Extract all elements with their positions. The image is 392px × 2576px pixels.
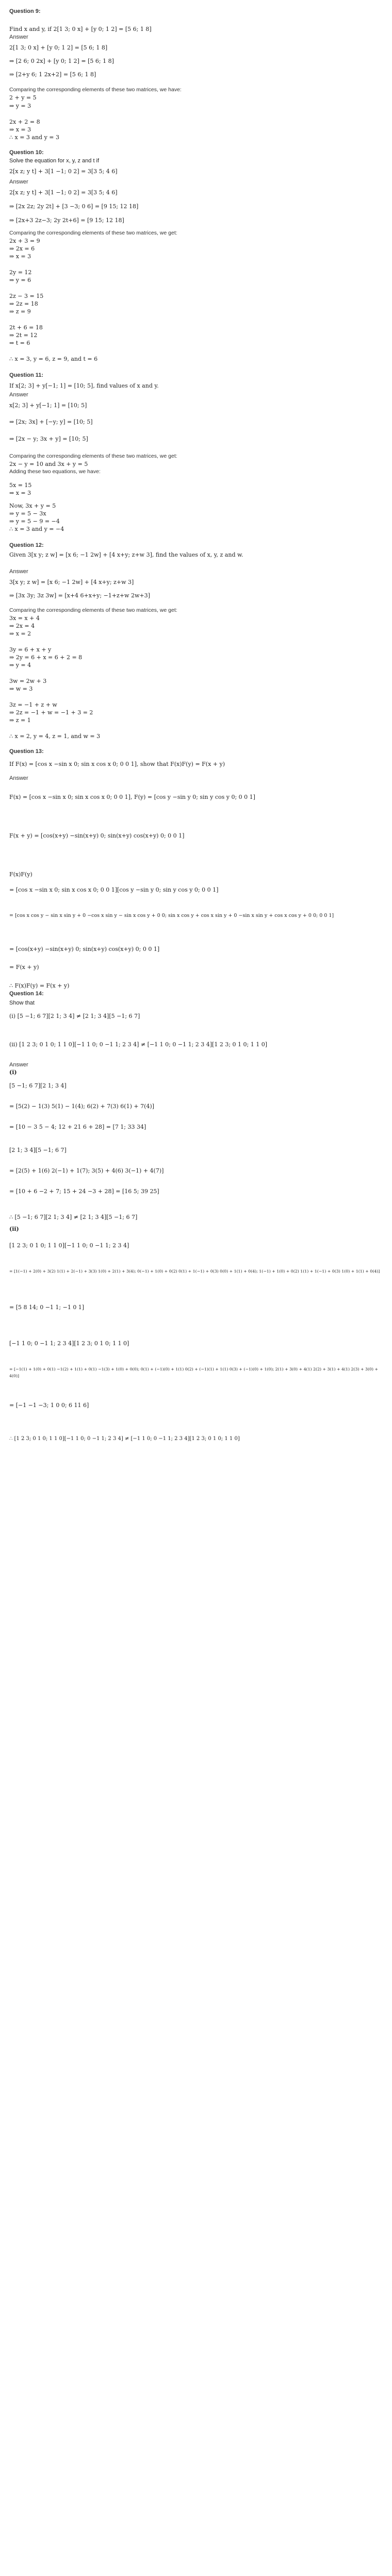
math-step: 2 + y = 5: [9, 94, 37, 101]
math-step: [2 1; 3 4][5 −1; 6 7]: [9, 1147, 67, 1153]
math-step: 3[x y; z w] = [x 6; −1 2w] + [4 x+y; z+w 3]: [9, 579, 134, 586]
math-step: ⇒ [3x 3y; 3z 3w] = [x+4 6+x+y; −1+z+w 2w+3]: [9, 592, 150, 599]
explanation-text: Comparing the corresponding elements of these two matrices, we get:: [9, 230, 177, 236]
answer-label: Answer: [9, 179, 28, 185]
answer-label: Answer: [9, 775, 28, 781]
math-step: 2z − 3 = 15: [9, 293, 44, 299]
question-heading: Question 11:: [9, 372, 44, 378]
explanation-text: Adding these two equations, we have:: [9, 469, 101, 475]
math-step: 5x = 15: [9, 482, 32, 489]
math-step: ⇒ x = 3: [9, 490, 31, 496]
math-step: 2t + 6 = 18: [9, 324, 43, 331]
math-step: 2x + 3 = 9: [9, 238, 40, 244]
math-step: F(x)F(y): [9, 871, 32, 878]
answer-label: Answer: [9, 392, 28, 398]
question-heading: Question 14:: [9, 991, 44, 997]
answer-label: Answer: [9, 34, 28, 40]
math-step: 2x − y = 10 and 3x + y = 5: [9, 461, 88, 467]
math-step: ⇒ y = 6: [9, 277, 31, 283]
problem-statement: (ii) [1 2 3; 0 1 0; 1 1 0][−1 1 0; 0 −1 1; 2 3 4] ≠ [−1 1 0; 0 −1 1; 2 3 4][1 2 3; 0 1 0; 1 1 0]: [9, 1041, 268, 1048]
math-step: = F(x + y): [9, 964, 39, 971]
conclusion: ∴ F(x)F(y) = F(x + y): [9, 982, 70, 989]
conclusion: ∴ [5 −1; 6 7][2 1; 3 4] ≠ [2 1; 3 4][5 −1; 6 7]: [9, 1214, 138, 1220]
math-step: ⇒ y = 4: [9, 662, 31, 668]
math-step: ⇒ t = 6: [9, 340, 30, 346]
math-step: = [cos(x+y) −sin(x+y) 0; sin(x+y) cos(x+y) 0; 0 0 1]: [9, 946, 160, 952]
math-step: ⇒ z = 1: [9, 717, 31, 724]
math-step: ⇒ [2x 2z; 2y 2t] + [3 −3; 0 6] = [9 15; 12 18]: [9, 203, 139, 210]
math-step: ⇒ x = 2: [9, 630, 31, 637]
conclusion: ∴ x = 2, y = 4, z = 1, and w = 3: [9, 733, 101, 740]
math-step: 2[1 3; 0 x] + [y 0; 1 2] = [5 6; 1 8]: [9, 44, 108, 51]
conclusion: ∴ x = 3 and y = −4: [9, 526, 64, 532]
math-step: = [−1(1) + 1(0) + 0(1) −1(2) + 1(1) + 0(1) −1(3) + 1(0) + 0(0); 0(1) + (−1)(0) + 1(1) 0(2) + (−1)(1) + 1(1) 0(3) + (−1)(0) + 1(0); 2(1) + 3(0) + 4(1) 2(2) + 3(1) + 4(1) 2(3) + 3(0) + 4(0)]: [9, 1367, 379, 1378]
math-step: 3z = −1 + z + w: [9, 701, 57, 708]
part-label: (ii): [9, 1226, 19, 1232]
math-step: Now, 3x + y = 5: [9, 503, 56, 509]
math-step: [1 2 3; 0 1 0; 1 1 0][−1 1 0; 0 −1 1; 2 3 4]: [9, 1242, 129, 1249]
question-heading: Question 9:: [9, 8, 41, 14]
conclusion: ∴ x = 3 and y = 3: [9, 134, 60, 141]
question-heading: Question 10:: [9, 149, 44, 156]
math-step: ⇒ 2y = 6 + x = 6 + 2 = 8: [9, 654, 83, 661]
math-step: [5 −1; 6 7][2 1; 3 4]: [9, 1082, 67, 1089]
math-step: x[2; 3] + y[−1; 1] = [10; 5]: [9, 402, 87, 409]
conclusion: ∴ [1 2 3; 0 1 0; 1 1 0][−1 1 0; 0 −1 1; 2 3 4] ≠ [−1 1 0; 0 −1 1; 2 3 4][1 2 3; 0 1 0; 1 1 0]: [9, 1436, 240, 1442]
math-step: ⇒ 2z = 18: [9, 300, 38, 307]
math-step: F(x + y) = [cos(x+y) −sin(x+y) 0; sin(x+y) cos(x+y) 0; 0 0 1]: [9, 832, 185, 839]
question-heading: Question 13:: [9, 748, 44, 755]
math-step: 2[x z; y t] + 3[1 −1; 0 2] = 3[3 5; 4 6]: [9, 189, 118, 196]
math-step: ⇒ x = 3: [9, 253, 31, 260]
math-step: ⇒ [2x − y; 3x + y] = [10; 5]: [9, 436, 88, 442]
math-step: ⇒ [2+y 6; 1 2x+2] = [5 6; 1 8]: [9, 71, 96, 78]
math-step: = [cos x −sin x 0; sin x cos x 0; 0 0 1][cos y −sin y 0; sin y cos y 0; 0 0 1]: [9, 886, 219, 893]
problem-statement: If F(x) = [cos x −sin x 0; sin x cos x 0; 0 0 1], show that F(x)F(y) = F(x + y): [9, 761, 225, 767]
part-label: (i): [9, 1069, 17, 1076]
math-step: = [cos x cos y − sin x sin y + 0 −cos x sin y − sin x cos y + 0 0; sin x cos y + cos x sin y + 0 −sin x sin y + cos x cos y + 0 0; 0 0 1]: [9, 913, 334, 918]
problem-statement: Given 3[x y; z w] = [x 6; −1 2w] + [4 x+y; z+w 3], find the values of x, y, z and w.: [9, 551, 243, 558]
math-step: F(x) = [cos x −sin x 0; sin x cos x 0; 0 0 1], F(y) = [cos y −sin y 0; sin y cos y 0; 0 0 1]: [9, 794, 255, 800]
math-step: ⇒ 2x = 4: [9, 623, 35, 629]
explanation-text: Comparing the corresponding elements of these two matrices, we get:: [9, 607, 177, 613]
math-step: 2y = 12: [9, 269, 32, 276]
conclusion: ∴ x = 3, y = 6, z = 9, and t = 6: [9, 356, 98, 362]
math-step: ⇒ x = 3: [9, 126, 31, 133]
math-step: ⇒ 2x = 6: [9, 245, 35, 252]
math-step: ⇒ [2x; 3x] + [−y; y] = [10; 5]: [9, 419, 93, 425]
math-step: ⇒ [2 6; 0 2x] + [y 0; 1 2] = [5 6; 1 8]: [9, 58, 114, 64]
problem-statement: Solve the equation for x, y, z and t if: [9, 158, 100, 164]
math-step: 3x = x + 4: [9, 615, 40, 622]
math-step: ⇒ 2z = −1 + w = −1 + 3 = 2: [9, 709, 93, 716]
math-step: ⇒ y = 5 − 9 = −4: [9, 518, 60, 525]
math-step: ⇒ [2x+3 2z−3; 2y 2t+6] = [9 15; 12 18]: [9, 217, 124, 224]
math-step: ⇒ 2t = 12: [9, 332, 38, 339]
math-step: ⇒ y = 5 − 3x: [9, 510, 46, 517]
math-step: 3w = 2w + 3: [9, 678, 47, 684]
answer-label: Answer: [9, 1062, 28, 1068]
math-step: = [−1 −1 −3; 1 0 0; 6 11 6]: [9, 1402, 89, 1409]
math-step: = [5(2) − 1(3) 5(1) − 1(4); 6(2) + 7(3) 6(1) + 7(4)]: [9, 1103, 154, 1110]
math-step: = [10 − 3 5 − 4; 12 + 21 6 + 28] = [7 1; 33 34]: [9, 1124, 146, 1130]
problem-statement: Show that: [9, 1000, 35, 1006]
question-heading: Question 12:: [9, 542, 44, 548]
math-step: ⇒ w = 3: [9, 685, 33, 692]
problem-statement: Find x and y, if 2[1 3; 0 x] + [y 0; 1 2] = [5 6; 1 8]: [9, 26, 152, 32]
math-step: ⇒ y = 3: [9, 103, 31, 109]
math-step: = [10 + 6 −2 + 7; 15 + 24 −3 + 28] = [16 5; 39 25]: [9, 1188, 159, 1195]
problem-statement: If x[2; 3] + y[−1; 1] = [10; 5], find values of x and y.: [9, 382, 159, 389]
explanation-text: Comparing the corresponding elements of these two matrices, we get:: [9, 453, 177, 459]
math-step: ⇒ z = 9: [9, 308, 31, 315]
explanation-text: Comparing the corresponding elements of these two matrices, we have:: [9, 87, 182, 93]
math-step: 2x + 2 = 8: [9, 119, 40, 125]
problem-statement: 2[x z; y t] + 3[1 −1; 0 2] = 3[3 5; 4 6]: [9, 168, 118, 175]
answer-label: Answer: [9, 568, 28, 575]
math-step: = [5 8 14; 0 −1 1; −1 0 1]: [9, 1304, 85, 1311]
math-step: = [1(−1) + 2(0) + 3(2) 1(1) + 2(−1) + 3(3) 1(0) + 2(1) + 3(4); 0(−1) + 1(0) + 0(2) 0(1) + 1(−1) + 0(3) 0(0) + 1(1) + 0(4); 1(−1) + 1(0) + 0(2) 1(1) + 1(−1) + 0(3) 1(0) + 1(1) + 0(4)]: [9, 1269, 380, 1274]
math-step: 3y = 6 + x + y: [9, 646, 52, 653]
math-step: = [2(5) + 1(6) 2(−1) + 1(7); 3(5) + 4(6) 3(−1) + 4(7)]: [9, 1167, 164, 1174]
problem-statement: (i) [5 −1; 6 7][2 1; 3 4] ≠ [2 1; 3 4][5 −1; 6 7]: [9, 1013, 140, 1019]
math-step: [−1 1 0; 0 −1 1; 2 3 4][1 2 3; 0 1 0; 1 1 0]: [9, 1340, 129, 1347]
